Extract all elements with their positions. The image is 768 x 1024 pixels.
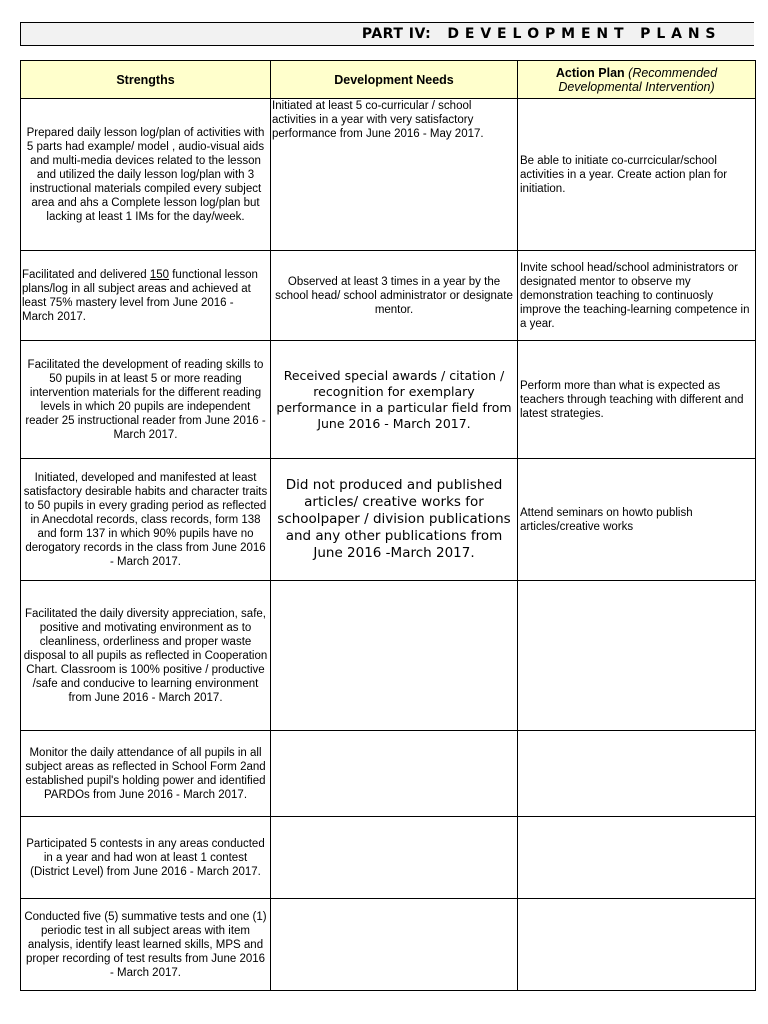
action-plan-cell xyxy=(518,899,756,991)
action-plan-title: Action Plan xyxy=(555,65,625,80)
development-need-cell xyxy=(271,731,518,817)
development-need-cell xyxy=(271,899,518,991)
action-plan-cell: Be able to initiate co-currcicular/school activities in a year. Create action plan for initiation. xyxy=(518,99,756,251)
action-plan-cell: Attend seminars on howto publish articles/creative works xyxy=(518,459,756,581)
development-plans-table xyxy=(20,60,756,991)
table-row xyxy=(21,731,756,817)
action-plan-cell xyxy=(518,731,756,817)
column-header-strengths: Strengths xyxy=(21,61,271,99)
development-need-cell: Observed at least 3 times in a year by the school head/ school administrator or designate mentor. xyxy=(271,251,518,341)
strength-cell: Facilitated the development of reading skills to 50 pupils in at least 5 or more reading intervention materials for the different reading levels in which 20 pupils are independent reader 25 instructional reader from June 2016 - March 2017. xyxy=(21,341,271,459)
page-title: PART IV: D E V E L O P M E N T P L A N S xyxy=(361,26,716,42)
table-row xyxy=(21,251,756,341)
development-need-cell xyxy=(271,817,518,899)
table-row xyxy=(21,581,756,731)
strength-cell: Participated 5 contests in any areas conducted in a year and had won at least 1 contest (District Level) from June 2016 - March 2017. xyxy=(21,817,271,899)
strength-text-end: functional lesson plans/log in all subject areas and achieved at least 75% mastery level from June 2016 - March 2017. xyxy=(22,268,258,323)
strength-cell: Monitor the daily attendance of all pupils in all subject areas as reflected in School Form 2and established pupil's holding power and identified PARDOs from June 2016 - March 2017. xyxy=(21,731,271,817)
development-need-cell: Received special awards / citation / recognition for exemplary performance in a particular field from June 2016 - March 2017. xyxy=(271,341,518,459)
strength-cell: Prepared daily lesson log/plan of activities with 5 parts had example/ model , audio-visual aids and multi-media devices related to the lesson and utilized the daily lesson log/plan with 3 instructional materials compiled every subject area and ahs a Complete lesson log/plan but lacking at least 1 IMs for the day/week. xyxy=(21,99,271,251)
table-row xyxy=(21,99,756,251)
strength-cell: Conducted five (5) summative tests and one (1) periodic test in all subject areas with item analysis, identify least learned skills, MPS and proper recording of test results from June 2016 - March 2017. xyxy=(21,899,271,991)
table-header-row xyxy=(21,61,756,99)
table-row xyxy=(21,899,756,991)
column-header-development-needs: Development Needs xyxy=(271,61,518,99)
action-plan-subtitle: (Recommended Developmental Intervention) xyxy=(558,65,718,94)
strength-underlined-count: 150 xyxy=(149,268,170,281)
part-header-bar xyxy=(20,22,754,46)
strength-cell xyxy=(21,251,271,341)
strength-cell: Facilitated the daily diversity appreciation, safe, positive and motivating environment as to cleanliness, orderliness and proper waste disposal to all pupils as reflected in Cooperation Chart. Classroom is 100% positive / productive /safe and conducive to learning environment from June 2016 - March 2017. xyxy=(21,581,271,731)
strength-cell: Initiated, developed and manifested at least satisfactory desirable habits and character traits to 50 pupils in every grading period as reflected in Anecdotal records, class records, form 138 and form 137 in which 90% pupils have no derogatory records in the class from June 2016 - March 2017. xyxy=(21,459,271,581)
strength-text-start: Facilitated and delivered xyxy=(22,268,150,281)
table-row xyxy=(21,459,756,581)
action-plan-cell: Perform more than what is expected as teachers through teaching with different and latest strategies. xyxy=(518,341,756,459)
development-need-cell: Did not produced and published articles/ creative works for schoolpaper / division publications and any other publications from June 2016 -March 2017. xyxy=(271,459,518,581)
development-need-cell xyxy=(271,581,518,731)
action-plan-cell: Invite school head/school administrators or designated mentor to observe my demonstration teaching to continuosly improve the teaching-learning competence in a year. xyxy=(518,251,756,341)
column-header-action-plan xyxy=(518,61,756,99)
table-row xyxy=(21,341,756,459)
action-plan-cell xyxy=(518,817,756,899)
development-need-cell: Initiated at least 5 co-curricular / school activities in a year with very satisfactory performance from June 2016 - May 2017. xyxy=(271,99,518,251)
table-row xyxy=(21,817,756,899)
action-plan-cell xyxy=(518,581,756,731)
